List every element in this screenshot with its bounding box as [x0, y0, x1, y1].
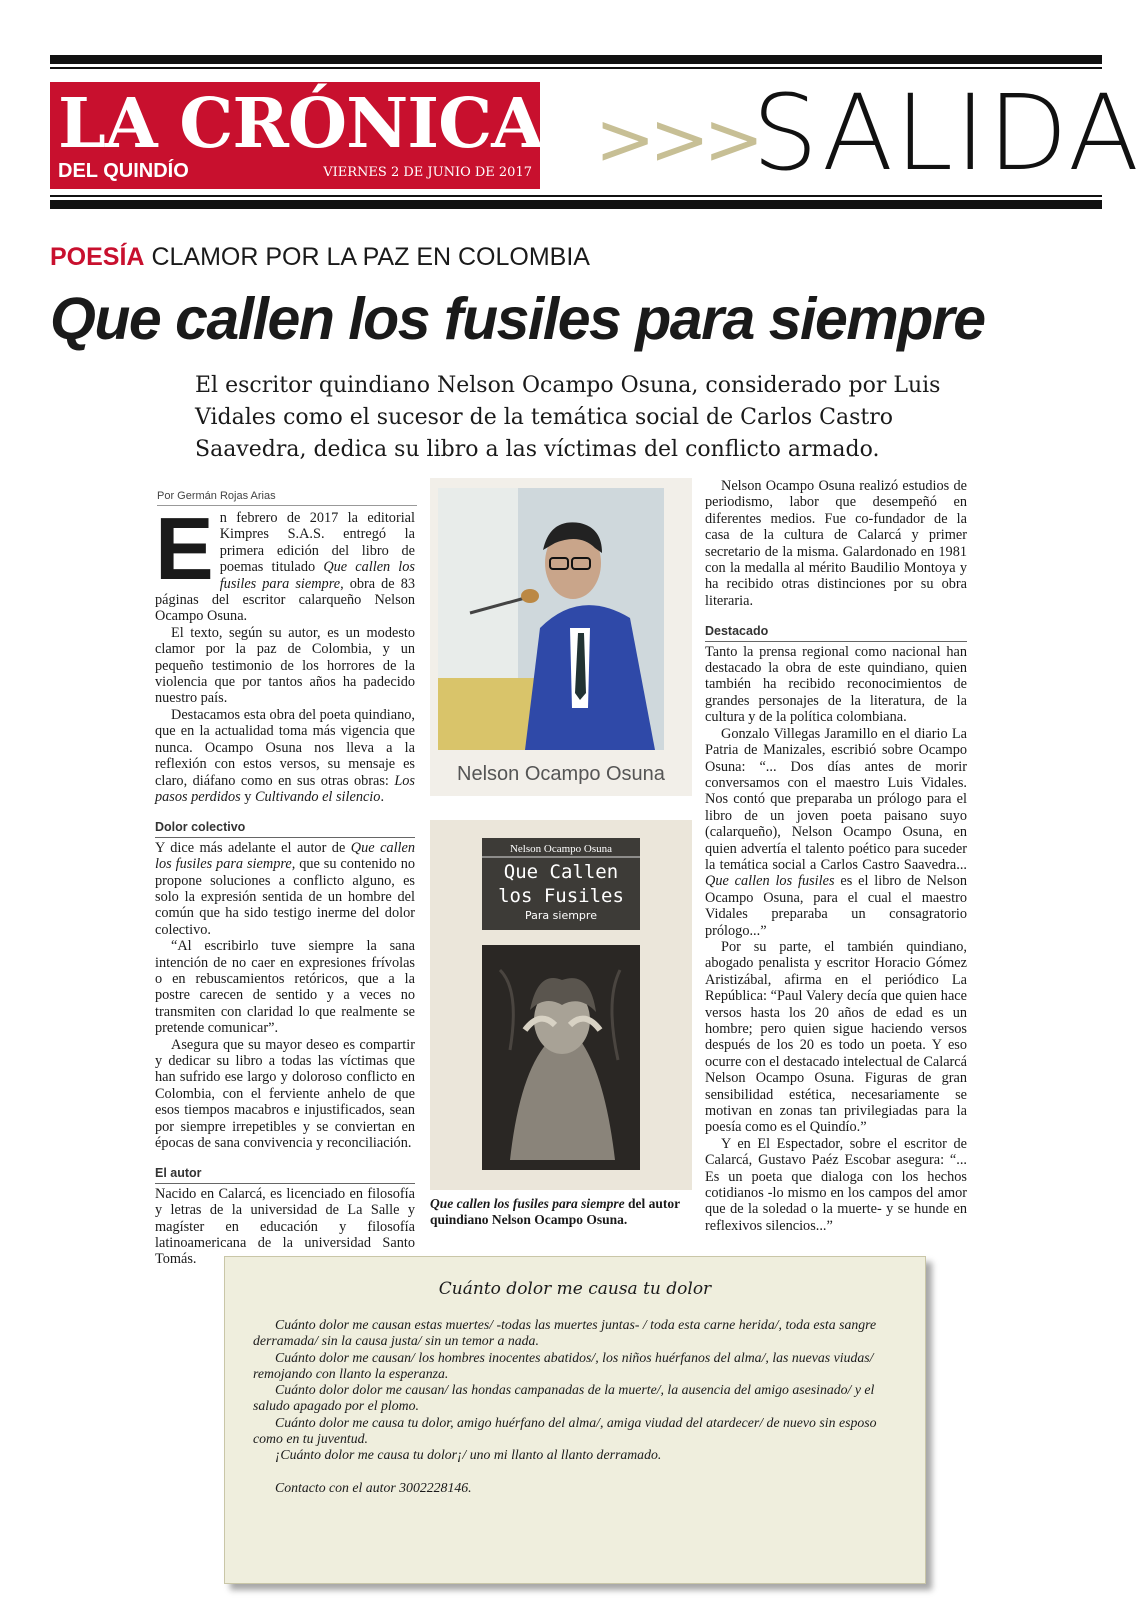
subhead-el-autor: El autor: [155, 1165, 415, 1183]
author-photo: [430, 478, 692, 796]
poem-title: Cuánto dolor me causa tu dolor: [438, 1279, 712, 1299]
logo-subtitle: DEL QUINDÍO: [58, 160, 189, 182]
poem-box: [224, 1256, 926, 1584]
lede: El escritor quindiano Nelson Ocampo Osuna, considerado por Luis Vidales como el sucesor de la temática social de Carlos Castro Saavedra, dedica su libro a las víctimas del conflicto armado.: [195, 373, 941, 462]
portrait-illustration: [430, 478, 692, 796]
cover-author: Nelson Ocampo Osuna: [509, 843, 613, 855]
top-rule-thin: [50, 67, 1102, 69]
paragraph-5: “Al escribirlo tuve siempre la sana intención de no caer en expresiones frívolas o en rebuscamientos retóricos, que a la postre carecen de sentido y a veces no transmiten con claridad lo que realmente se pretende comunicar”.: [155, 938, 415, 1037]
paragraph-4: Y dice más adelante el autor de Que callen los fusiles para siempre, que su contenido no propone soluciones a conflicto alguno, es solo la expresión sentida de un hombre del común que ha sido testigo inerme del dolor colectivo.: [155, 839, 416, 938]
poem-stanza: Cuánto dolor me causan/ los hombres inocentes abatidos/, los niños huérfanos del alma/, las nuevas viudas/ remojando con llanto la esperanza.: [253, 1349, 874, 1381]
kicker: [50, 242, 590, 272]
column-3: [705, 478, 967, 1234]
paragraph-6: Asegura que su mayor deseo es compartir y dedicar su libro a todas las víctimas que han sufrido ese largo y doloroso conflicto en Colombia, con el ferviente anhelo de que esos tiempos macabros e injustificados, sean por siempre irrepetibles y se conviertan en épocas de sana convivencia y reconciliación.: [155, 1036, 415, 1152]
newspaper-logo[interactable]: [50, 82, 543, 189]
subhead-destacado: Destacado: [705, 623, 967, 641]
masthead-rule-thick: [50, 200, 1102, 209]
paragraph-7: Nacido en Calarcá, es licenciado en filosofía y letras de la universidad de La Salle y magíster en educación y filosofía latinoamericana de la universidad Santo Tomás.: [155, 1185, 415, 1268]
headline: Que callen los fusiles para siempre: [50, 286, 985, 352]
paragraph-11: Por su parte, el también quindiano, abogado penalista y escritor Horacio Gómez Aristizábal, afirma en el periódico La República: “Paul Valery decía que quien hace versos hasta los 20 años de edad es un hombre; pero quien sigue haciendo versos después de los 20 es todo un poeta. Y eso ocurre con el destacado intelectual de Calarcá Nelson Ocampo Osuna. Figuras de gran sensibilidad estética, necesariamente se motivan en zonas tan privilegiadas para la poesía como es el Quindío.”: [705, 938, 967, 1136]
paragraph-3: Destacamos esta obra del poeta quindiano, que en la actualidad toma más vigencia que nunca. Ocampo Osuna nos lleva a la reflexión con estos versos, su mensaje es claro, diáfano como en sus otras obras: Los pasos perdidos y Cultivando el silencio.: [155, 706, 415, 805]
poem-stanza: Cuánto dolor me causa tu dolor, amigo huérfano del alma/, amiga viudad del atardecer/ de nuevo sin esposo como en tu juventud.: [253, 1414, 877, 1447]
book-cover-illustration: [430, 820, 692, 1190]
author-contact: Contacto con el autor 3002228146.: [275, 1479, 472, 1495]
paragraph-12: Y en El Espectador, sobre el escritor de Calarcá, Gustavo Paéz Escobar asegura: “... Es un poeta que dialoga con los hechos cotidianos -lo mismo en los campos del amor que de la soledad o la muerte- y se hunde en reflexivos silencios...”: [705, 1135, 967, 1234]
top-rule-thick: [50, 55, 1102, 64]
section-name: SALIDA: [752, 72, 1142, 194]
column-1: [155, 499, 416, 1268]
kicker-text: CLAMOR POR LA PAZ EN COLOMBIA: [151, 243, 590, 271]
photo-caption-name: Nelson Ocampo Osuna: [457, 763, 665, 785]
chevrons-icon: >>>: [595, 97, 758, 181]
paragraph-8: Nelson Ocampo Osuna realizó estudios de periodismo, labor que desempeñó en diferentes medios. Fue co-fundador de la casa de la cultura de Calarcá y primer secretario de la misma. Galardonado en 1981 con la medalla al mérito Baudilio Montoya y ha recibido otras distinciones por su obra literaria.: [705, 478, 967, 609]
paragraph-10: Gonzalo Villegas Jaramillo en el diario La Patria de Manizales, escribió sobre Ocampo Osuna: “... Dos días antes de morir conversamos con el maestro Luis Vidales. Nos contó que preparaba un prólogo para el libro de un joven poeta paisano suyo (calarqueño), Nelson Ocampo Osuna, en quien advertía el talento poético para suceder la temática social a Carlos Castro Saavedra... Que callen los fusiles es el libro de Nelson Ocampo Osuna, para el cual el maestro Vidales preparaba un consagratorio prólogo...”: [705, 725, 967, 939]
cover-title-2: los Fusiles: [498, 885, 624, 907]
issue-date: VIERNES 2 DE JUNIO DE 2017: [323, 165, 532, 180]
logo-title: LA CRÓNICA: [58, 84, 543, 164]
photo-caption: Que callen los fusiles para siempre del autor quindiano Nelson Ocampo Osuna.: [430, 1196, 680, 1227]
cover-subtitle: Para siempre: [525, 909, 597, 922]
cover-title-1: Que Callen: [503, 861, 619, 883]
masthead-rule-thin: [50, 195, 1102, 197]
poem-stanza: Cuánto dolor me causan estas muertes/ -todas las muertes juntas- / toda esta carne herida/, toda esta sangre derramada/ sin la causa justa/ sin un temor a nada.: [253, 1317, 877, 1349]
book-cover: [430, 820, 692, 1190]
poem-body: [253, 1317, 901, 1496]
subhead-dolor-colectivo: Dolor colectivo: [155, 819, 415, 837]
byline: Por Germán Rojas Arias: [157, 490, 417, 506]
poem-stanza: Cuánto dolor dolor me causan/ las hondas campanadas de la muerte/, la ausencia del amigo asesinado/ y el saludo apagado por el plomo.: [253, 1382, 875, 1414]
paragraph-9: Tanto la prensa regional como nacional han destacado la obra de este quindiano, quien también ha recibido reconocimientos de grandes personajes de la literatura, de la cultura y de la política colombiana.: [705, 643, 967, 726]
paragraph-2: El texto, según su autor, es un modesto clamor por la paz de Colombia, y un pequeño testimonio de los horrores de la violencia que por tantos años ha padecido nuestro país.: [155, 624, 415, 707]
paragraph-1: n febrero de 2017 la editorial Kimpres S.A.S. entregó la primera edición del libro de poemas titulado Que callen los fusiles para siempre, obra de 83 páginas del escritor calarqueño Nelson Ocampo Osuna.: [155, 510, 415, 625]
kicker-tag: POESÍA: [50, 243, 145, 271]
drop-cap: E: [155, 499, 214, 598]
poem-stanza: ¡Cuánto dolor me causa tu dolor¡/ uno mi llanto al llanto derramado.: [275, 1447, 662, 1463]
